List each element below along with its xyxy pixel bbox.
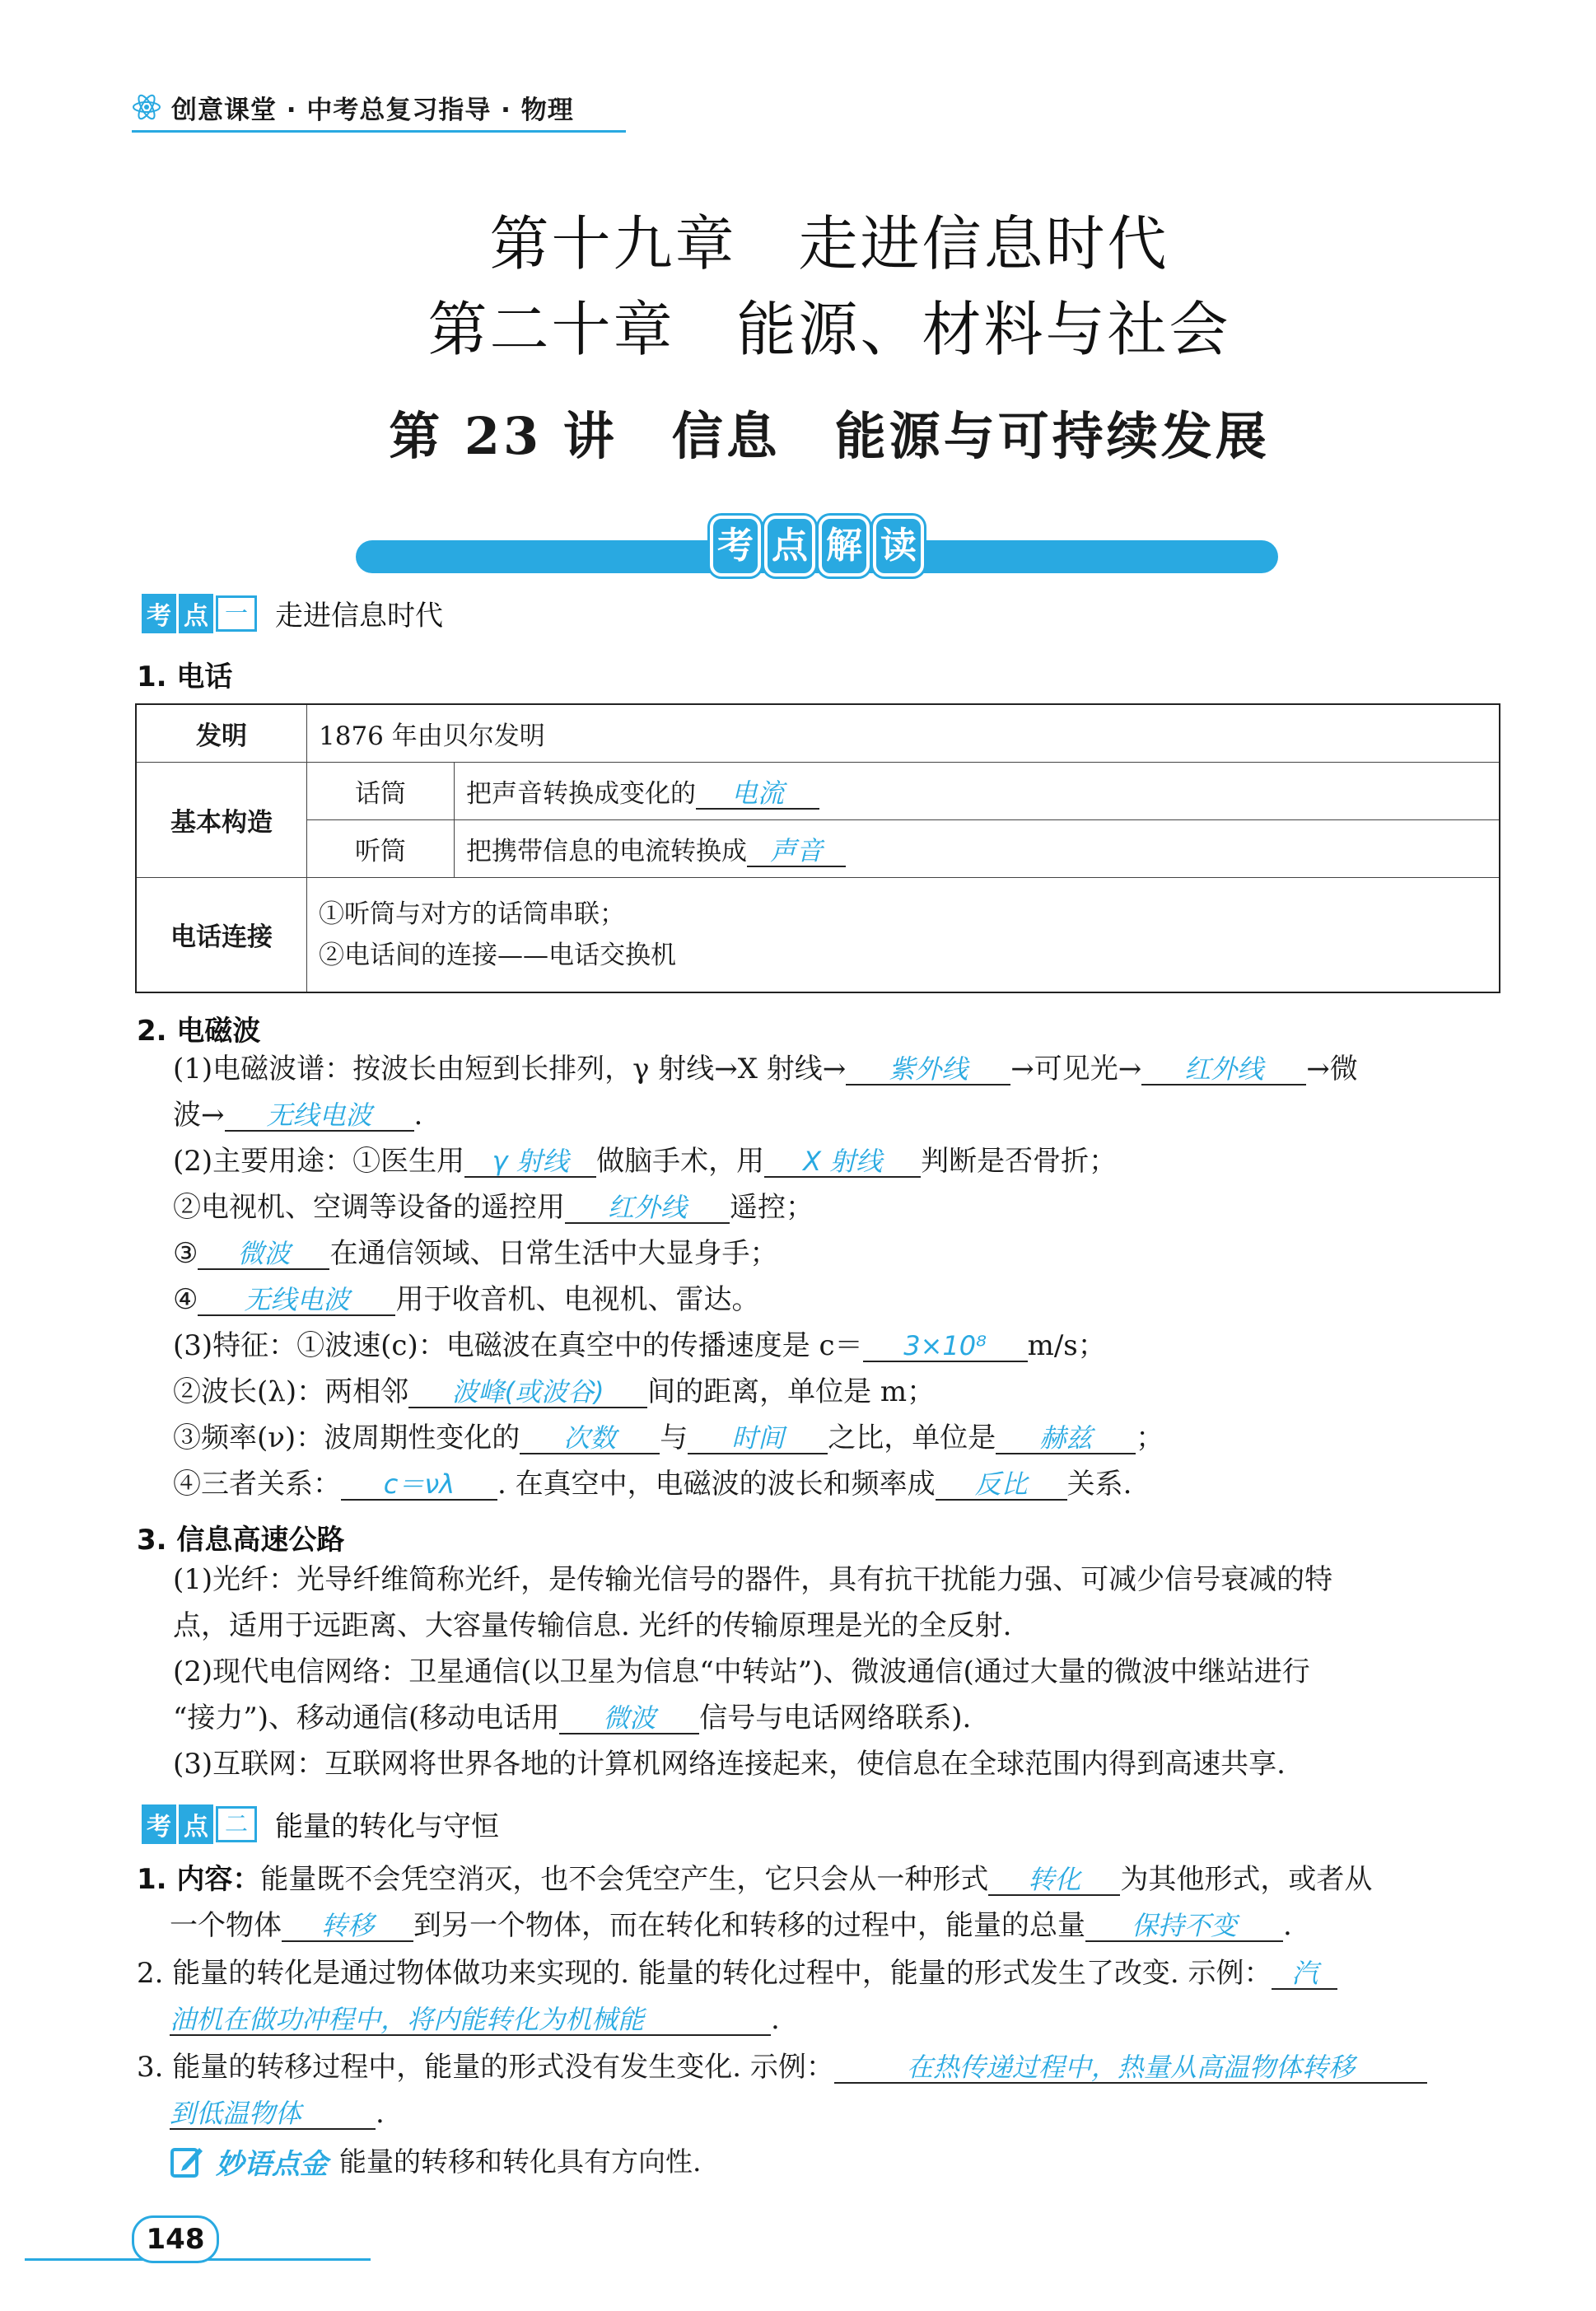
text-line: 2. 能量的转化是通过物体做功来实现的. 能量的转化过程中，能量的形式发生了改变. 示例： 汽 [137,1957,1337,1990]
banner-label [710,516,924,575]
text-line: ④ 无线电波 用于收音机、电视机、雷达。 [173,1283,760,1316]
banner-char: 解 [819,516,870,577]
tip-text: 能量的转移和转化具有方向性. [339,2145,702,2178]
chapter-20-title: 第二十章 能源、材料与社会 [427,295,1231,364]
text-line: ③频率(ν)：波周期性变化的 次数 与 时间 之比，单位是 赫兹 ； [173,1422,1164,1454]
table-sub-cell: 话筒 [307,762,455,819]
text-line: (2)主要用途：①医生用 γ 射线 做脑手术，用 X 射线 判断是否骨折； [173,1145,1118,1178]
section-em-wave-heading: 2. 电磁波 [137,1015,261,1048]
answer-blank: 紫外线 [846,1054,1010,1085]
answer-blank: 转移 [282,1911,413,1942]
cell-text: 把声音转换成变化的 [466,778,696,809]
text-line: ②波长(λ)：两相邻 波峰(或波谷) 间的距离，单位是 m； [173,1375,936,1408]
banner-char: 读 [873,516,924,577]
cell-line: ②电话间的连接——电话交换机 [319,940,676,970]
answer-blank: 红外线 [1141,1054,1306,1085]
answer-blank: 汽 [1272,1959,1337,1990]
answer-blank: c＝νλ [341,1469,497,1501]
text-line: (2)现代电信网络：卫星通信(以卫星为信息“中转站”)、微波通信(通过大量的微波中继站进行 [173,1655,1310,1688]
answer-blank: 微波 [198,1239,329,1270]
text-line: 1. 内容：能量既不会凭空消灭，也不会凭空产生，它只会从一种形式 转化 为其他形式，或者从 [137,1863,1373,1896]
table-cell [307,877,1500,992]
kaodian-2-heading [142,1804,499,1844]
table-cell [455,762,1500,819]
text-line: (1)光纤：光导纤维简称光纤，是传输光信号的器件，具有抗干扰能力强、可减少信号衰减的特 [173,1563,1333,1596]
answer-blank: 微波 [559,1703,699,1734]
kaodian-title: 能量的转化与守恒 [275,1810,500,1843]
text-line: 3. 能量的转移过程中，能量的形式没有发生变化. 示例： 在热传递过程中，热量从高温物体转移 [137,2051,1427,2084]
answer-blank: 电流 [696,778,819,810]
kaodian-badge: 考 [142,594,176,633]
answer-blank: 时间 [688,1423,828,1454]
text-line: 到低温物体 . [170,2097,385,2130]
text-line: 油机在做功冲程中，将内能转化为机械能 . [170,2003,780,2036]
text-line: 点，适用于远距离、大容量传输信息. 光纤的传输原理是光的全反射. [173,1609,1012,1642]
table-header-cell: 发明 [136,704,307,762]
answer-blank: 到低温物体 [170,2099,376,2130]
answer-blank: γ 射线 [464,1146,596,1178]
chapter-19-title: 第十九章 走进信息时代 [489,209,1169,278]
tip-box [170,2141,702,2182]
answer-blank: 波峰(或波谷) [408,1377,647,1408]
atom-icon [132,92,161,122]
series-header: 创意课堂 · 中考总复习指导 · 物理 [171,96,574,125]
table-header-cell: 电话连接 [136,877,307,992]
lecture-title: 第 23 讲 信息 能源与可持续发展 [389,406,1270,466]
banner-char: 点 [764,516,815,577]
answer-blank: 油机在做功冲程中，将内能转化为机械能 [170,2005,771,2036]
kaodian-badge: 考 [142,1804,176,1844]
kaodian-1-heading [142,593,443,633]
answer-blank: 声音 [747,836,846,867]
banner-char: 考 [710,516,761,577]
section-info-highway-heading: 3. 信息高速公路 [137,1524,345,1557]
kaodian-title: 走进信息时代 [275,600,444,633]
answer-blank: X 射线 [764,1146,921,1178]
table-sub-cell: 听筒 [307,819,455,877]
text-line: 波→ 无线电波 . [173,1099,423,1132]
text-line: 一个物体 转移 到另一个物体，而在转化和转移的过程中，能量的总量 保持不变 . [170,1909,1292,1942]
text-line: ③ 微波 在通信领域、日常生活中大显身手； [173,1237,778,1270]
kaodian-badge: 点 [179,1804,213,1844]
kaodian-badge: 点 [179,594,213,633]
answer-blank: 无线电波 [198,1285,395,1316]
header-rule [132,130,626,133]
answer-blank: 次数 [520,1423,660,1454]
page-number: 148 [132,2215,219,2263]
answer-blank: 反比 [936,1469,1067,1501]
table-header-cell: 基本构造 [136,762,307,877]
answer-blank: 无线电波 [225,1100,414,1132]
section-telephone-heading: 1. 电话 [137,661,233,693]
kaodian-number: 二 [216,1806,257,1842]
tip-label: 妙语点金 [216,2148,328,2181]
text-line: ④三者关系： c＝νλ . 在真空中，电磁波的波长和频率成 反比 关系. [173,1468,1132,1501]
cell-line: ①听筒与对方的话筒串联； [319,899,625,929]
kaodian-number: 一 [216,595,257,632]
table-cell [455,819,1500,877]
text-line: (3)互联网：互联网将世界各地的计算机网络连接起来，使信息在全球范围内得到高速共享. [173,1748,1286,1781]
cell-text: 把携带信息的电流转换成 [466,836,747,866]
text-line: (1)电磁波谱：按波长由短到长排列，γ 射线→X 射线→ 紫外线 →可见光→ 红外线 →微 [173,1053,1358,1085]
pencil-note-icon [170,2145,204,2179]
table-cell: 1876 年由贝尔发明 [307,704,1500,762]
answer-blank: 保持不变 [1085,1911,1283,1942]
answer-blank: 3×10⁸ [863,1331,1028,1362]
answer-blank: 赫兹 [996,1423,1136,1454]
answer-blank: 红外线 [565,1193,730,1224]
text-line: (3)特征：①波速(c)：电磁波在真空中的传播速度是 c＝ 3×10⁸ m/s； [173,1329,1106,1362]
text-line: ②电视机、空调等设备的遥控用 红外线 遥控； [173,1191,814,1224]
answer-blank: 在热传递过程中，热量从高温物体转移 [834,2052,1427,2084]
telephone-table [135,703,1500,993]
text-line: “接力”)、移动通信(移动电话用 微波 信号与电话网络联系). [173,1702,972,1734]
answer-blank: 转化 [988,1865,1120,1896]
